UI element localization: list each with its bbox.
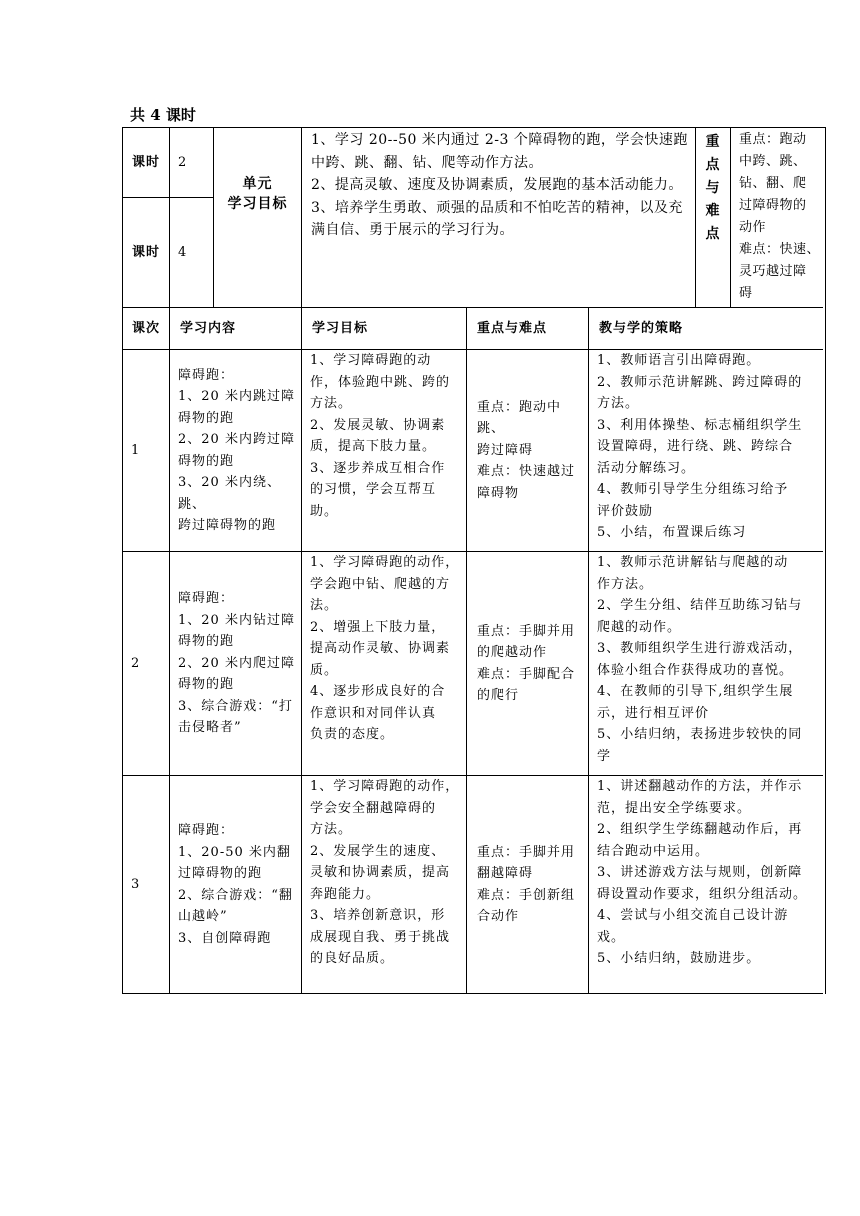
focus-label-char-1: 重 (705, 134, 721, 150)
unit-focus-line: 碍 (739, 286, 753, 301)
goal-line: 负责的态度。 (310, 727, 395, 742)
col-header-strategy (589, 308, 823, 350)
strategy-line: 范，提出安全学练要求。 (597, 800, 752, 816)
goal-line: 质，提高下肢力量。 (310, 439, 437, 454)
goal-line: 方法。 (310, 396, 353, 411)
unit-focus-text (731, 128, 823, 308)
unit-goal-3: 3、培养学生勇敢、顽强的品质和不怕吃苦的精神，以及充满自信、勇于展示的学习行为。 (311, 199, 683, 238)
col-header-text: 重点与难点 (477, 320, 548, 336)
content-line: 障碍跑： (178, 823, 235, 838)
content-line: 3、综合游戏：“打 (178, 698, 293, 714)
content-line: 跨过障碍物的跑 (178, 518, 277, 533)
lesson-1-number (123, 350, 170, 552)
strategy-line: 评价鼓励 (597, 503, 654, 519)
lesson-plan-table (122, 127, 826, 994)
lesson-3-number (123, 776, 170, 994)
focus-line: 翻越障碍 (477, 866, 534, 881)
lesson-1-content (170, 350, 302, 552)
col-header-lesson-no (123, 308, 170, 350)
strategy-line: 4、尝试与小组交流自己设计游 (597, 908, 789, 923)
strategy-line: 3、讲述游戏方法与规则，创新障 (597, 865, 803, 880)
focus-label (696, 128, 731, 308)
unit-goal-label-line1: 单元 (242, 176, 273, 192)
col-header-text: 教与学的策略 (599, 320, 684, 336)
lesson-3-content-lines (178, 820, 293, 949)
lesson-3-focus-lines (477, 842, 575, 928)
col-header-text: 课次 (131, 320, 160, 336)
content-line: 击侵略者” (178, 720, 242, 736)
lesson-3-content (170, 776, 302, 994)
strategy-line: 活动分解练习。 (597, 460, 696, 476)
strategy-line: 2、学生分组、结伴互助练习钻与 (597, 598, 803, 613)
lesson-number-text: 1 (131, 442, 141, 458)
period-value-2-text: 4 (178, 244, 188, 260)
content-line: 2、20 米内跨过障 (178, 432, 295, 447)
lesson-2-strategy (589, 552, 823, 776)
col-header-content (170, 308, 302, 350)
strategy-line: 5、小结，布置课后练习 (597, 525, 747, 540)
lesson-1-strategy (589, 350, 823, 552)
goal-line: 法。 (310, 598, 339, 613)
strategy-line: 体验小组合作获得成功的喜悦。 (597, 662, 794, 678)
goal-line: 助。 (310, 503, 339, 519)
focus-label-char-4: 难 (705, 203, 721, 219)
strategy-line: 设置障碍，进行绕、跳、跨综合 (597, 439, 794, 454)
content-line: 碍物的跑 (178, 634, 235, 650)
focus-line: 的爬行 (477, 688, 520, 703)
lesson-number-text: 3 (131, 876, 141, 892)
lesson-2-focus-lines (477, 621, 575, 707)
focus-line: 重点：手脚并用 (477, 844, 576, 860)
strategy-line: 2、教师示范讲解跳、跨过障碍的 (597, 374, 803, 390)
goal-line: 作意识和对同伴认真 (310, 705, 437, 721)
content-line: 碍物的跑 (178, 410, 235, 426)
unit-focus-line: 钻、翻、爬 (739, 176, 807, 191)
period-label-2-text: 课时 (131, 244, 160, 260)
strategy-line: 作方法。 (597, 576, 654, 592)
lesson-3-strategy (589, 776, 823, 994)
strategy-line: 4、在教师的引导下,组织学生展 (597, 684, 794, 699)
strategy-line: 结合跑动中运用。 (597, 843, 710, 859)
goal-line: 3、逐步养成互相合作 (310, 460, 446, 476)
strategy-line: 戏。 (597, 929, 626, 945)
content-line: 障碍跑： (178, 367, 235, 383)
goal-line: 奔跑能力。 (310, 886, 381, 902)
goal-line: 学会跑中钻、爬越的方 (310, 576, 451, 592)
strategy-line: 2、组织学生学练翻越动作后，再 (597, 822, 803, 837)
lesson-3-goals (302, 776, 467, 994)
focus-line: 重点：跑动中跳、 (477, 399, 562, 437)
lesson-2-focus (467, 552, 589, 776)
unit-focus-line: 灵巧越过障 (739, 264, 807, 279)
col-header-goals (302, 308, 467, 350)
strategy-line: 1、教师语言引出障碍跑。 (597, 353, 761, 368)
goal-line: 的良好品质。 (310, 951, 395, 966)
col-header-focus (467, 308, 589, 350)
content-line: 碍物的跑 (178, 453, 235, 469)
focus-label-char-3: 与 (705, 180, 721, 196)
focus-line: 难点：手创新组 (477, 887, 576, 903)
goal-line: 灵敏和协调素质，提高 (310, 865, 451, 880)
strategy-line: 方法。 (597, 396, 640, 411)
content-line: 1、20-50 米内翻 (178, 844, 291, 860)
unit-goal-label (214, 128, 302, 308)
lesson-number-text: 2 (131, 655, 141, 671)
lesson-1-focus (467, 350, 589, 552)
unit-focus-line: 中跨、跳、 (739, 154, 807, 169)
content-line: 2、20 米内爬过障 (178, 655, 295, 671)
focus-label-char-5: 点 (705, 226, 721, 242)
focus-label-char-2: 点 (705, 157, 721, 173)
strategy-line: 示，进行相互评价 (597, 705, 710, 721)
lesson-1-content-lines (178, 365, 297, 537)
lesson-3-focus (467, 776, 589, 994)
lesson-2-content (170, 552, 302, 776)
content-line: 2、综合游戏：“翻 (178, 887, 293, 903)
unit-focus-line: 过障碍物的 (739, 198, 807, 213)
lesson-2-number (123, 552, 170, 776)
goal-line: 2、增强上下肢力量， (310, 619, 446, 635)
period-value-2 (170, 198, 214, 308)
goal-line: 1、学习障碍跑的动 (310, 353, 432, 368)
period-value-1 (170, 128, 214, 198)
content-line: 1、20 米内钻过障 (178, 612, 295, 628)
unit-goals (302, 128, 696, 308)
period-label-1 (123, 128, 170, 198)
goal-line: 2、发展灵敏、协调素 (310, 417, 446, 433)
content-line: 1、20 米内跳过障 (178, 389, 295, 404)
content-line: 碍物的跑 (178, 677, 235, 693)
strategy-line: 5、小结归纳，鼓励进步。 (597, 951, 761, 966)
lesson-2-goals (302, 552, 467, 776)
period-label-1-text: 课时 (131, 154, 160, 170)
strategy-line: 4、教师引导学生分组练习给予 (597, 482, 789, 497)
period-label-2 (123, 198, 170, 308)
focus-line: 跨过障碍 (477, 442, 534, 458)
content-line: 山越岭” (178, 909, 228, 924)
focus-line: 的爬越动作 (477, 645, 548, 660)
content-line: 3、自创障碍跑 (178, 930, 272, 946)
lesson-1-focus-lines (477, 397, 586, 505)
content-line: 过障碍物的跑 (178, 866, 263, 881)
strategy-line: 5、小结归纳，表扬进步较快的同 (597, 727, 803, 742)
content-line: 3、20 米内绕、跳、 (178, 475, 281, 512)
goal-line: 2、发展学生的速度、 (310, 843, 446, 859)
goal-line: 4、逐步形成良好的合 (310, 684, 446, 699)
focus-line: 合动作 (477, 909, 520, 924)
goal-line: 作，体验跑中跳、跨的 (310, 374, 451, 390)
strategy-line: 3、教师组织学生进行游戏活动， (597, 641, 803, 656)
goal-line: 方法。 (310, 822, 353, 837)
goal-line: 1、学习障碍跑的动作， (310, 555, 460, 570)
strategy-line: 1、讲述翻越动作的方法，并作示 (597, 779, 803, 794)
focus-line: 障碍物 (477, 485, 520, 501)
goal-line: 质。 (310, 662, 339, 678)
strategy-line: 学 (597, 748, 612, 764)
lesson-2-content-lines (178, 588, 295, 739)
focus-line: 重点：手脚并用 (477, 623, 576, 639)
col-header-text: 学习目标 (312, 320, 369, 336)
strategy-line: 3、利用体操垫、标志桶组织学生 (597, 417, 803, 433)
unit-focus-line: 动作 (739, 220, 767, 235)
goal-line: 学会安全翻越障碍的 (310, 800, 437, 816)
col-header-text: 学习内容 (180, 320, 237, 336)
focus-line: 难点：快速越过 (477, 464, 576, 480)
page-heading: 共 4 课时 (130, 106, 196, 124)
unit-goal-1: 1、学习 20--50 米内通过 2-3 个障碍物的跑，学会快速跑中跨、跳、翻、钻、爬等动作方法。 (311, 132, 688, 171)
unit-goal-label-line2: 学习目标 (227, 196, 288, 212)
goal-line: 提高动作灵敏、协调素 (310, 641, 451, 656)
goal-line: 成展现自我、勇于挑战 (310, 929, 451, 945)
strategy-line: 碍设置动作要求，组织分组活动。 (597, 886, 808, 902)
goal-line: 的习惯，学会互帮互 (310, 482, 437, 497)
goal-line: 3、培养创新意识，形 (310, 908, 446, 923)
focus-line: 难点：手脚配合 (477, 666, 576, 682)
unit-focus-line: 重点：跑动 (739, 132, 807, 147)
unit-goal-2: 2、提高灵敏、速度及协调素质，发展跑的基本活动能力。 (311, 177, 683, 193)
lesson-1-goals (302, 350, 467, 552)
strategy-line: 1、教师示范讲解钻与爬越的动 (597, 555, 789, 570)
unit-focus-line: 难点：快速、 (739, 242, 821, 257)
content-line: 障碍跑： (178, 591, 235, 607)
strategy-line: 爬越的动作。 (597, 619, 682, 635)
period-value-1-text: 2 (178, 154, 188, 170)
goal-line: 1、学习障碍跑的动作， (310, 779, 460, 794)
